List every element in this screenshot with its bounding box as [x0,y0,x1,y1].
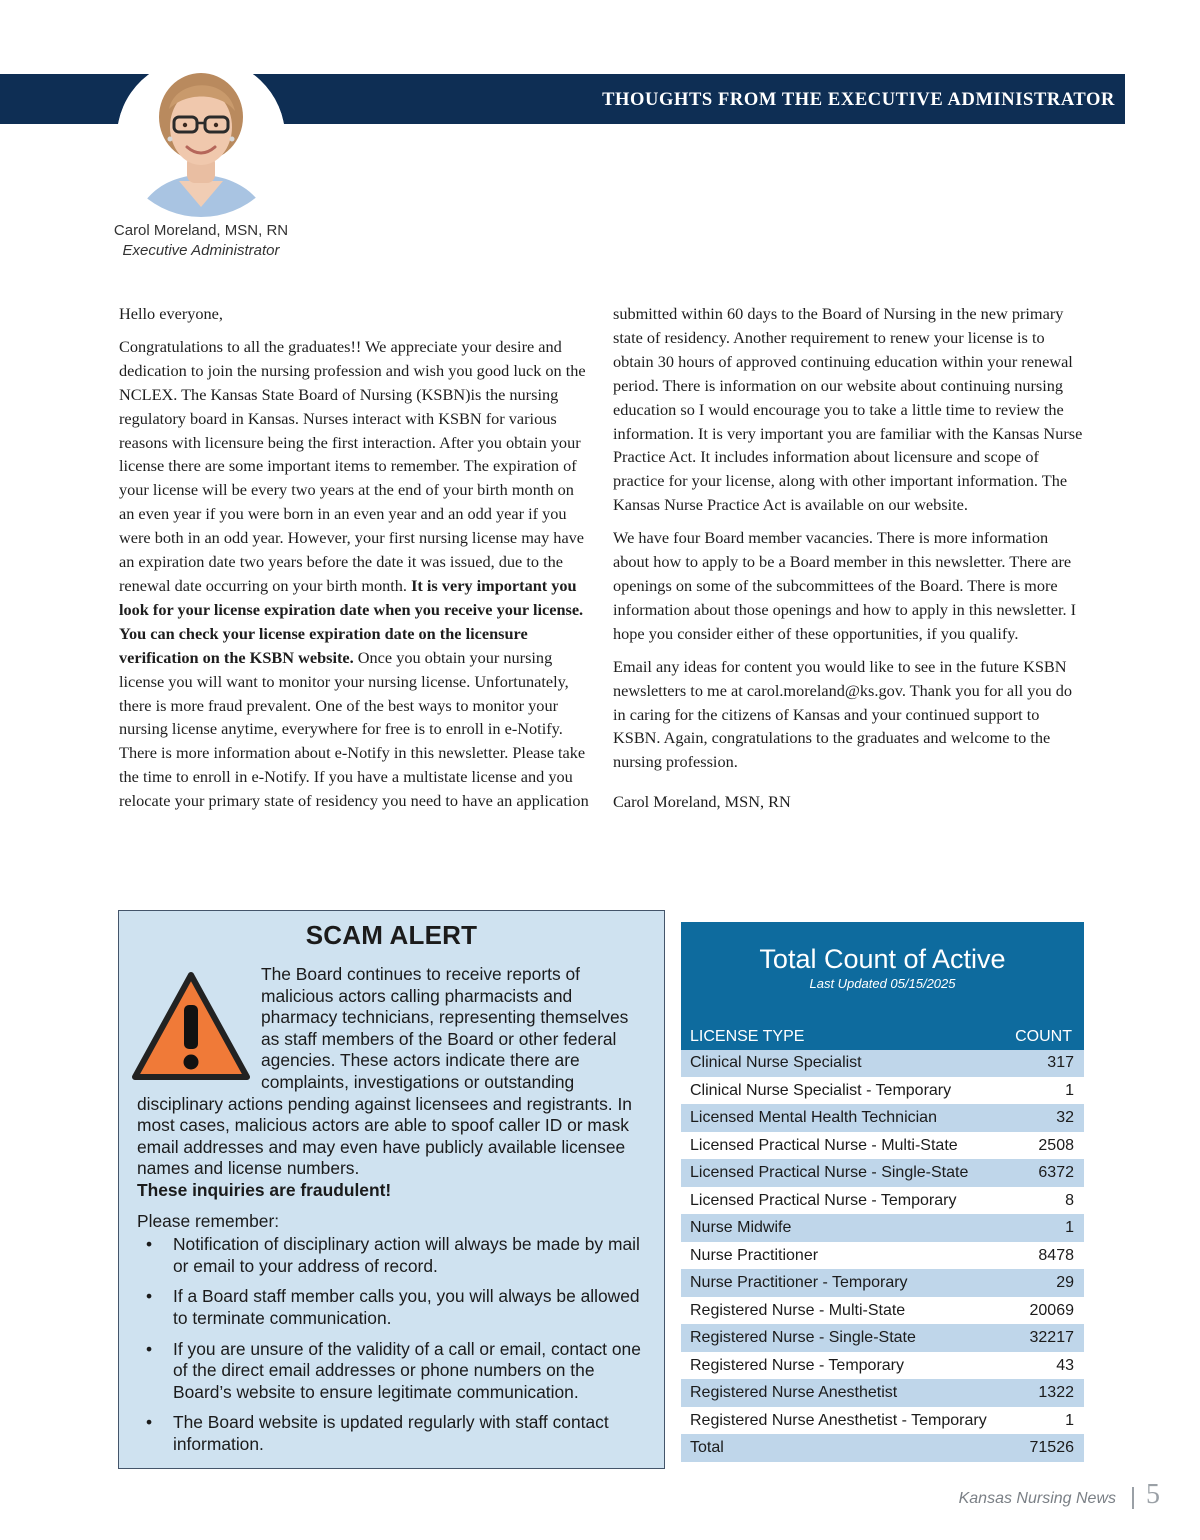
license-type: Clinical Nurse Specialist - Temporary [690,1081,952,1099]
license-count: 29 [1056,1274,1074,1292]
table-row [681,1133,1084,1161]
list-item: • If a Board staff member calls you, you will always be allowed to terminate communication. [137,1286,651,1329]
table-row [681,1050,1084,1078]
table-row [681,1215,1084,1243]
letter-paragraph-1-start: Congratulations to all the graduates!! We appreciate your desire and dedication to join the nursing profession and wish you good luck on the NCLEX. The Kansas State Board of Nursing (KSBN)is the nursing regulatory board in Kansas. Nurses interact with KSBN for various reasons with licensure being the first interaction. After you obtain your license there are some important items to remember. The expiration of your license will be every two years at the end of your birth month on an even year if you were born in an even year and an odd year if you were both in an odd year. However, your first nursing license may have an expiration date two years before the date it was issued, due to the renewal date occurring on your birth month. [119,336,586,595]
author-title: Executive Administrator [122,242,280,259]
active-count-table [681,922,1084,1467]
table-total-row [681,1435,1084,1463]
table-column-headers [690,1028,1072,1046]
author-name: Carol Moreland, MSN, RN [113,222,289,239]
letter-paragraph-1-bold: It is very important you look for your license expiration date when you receive your license. You can check your license expiration date on the licensure verification on the KSBN website. [119,575,584,667]
table-row [681,1270,1084,1298]
license-type: Registered Nurse - Single-State [690,1329,916,1347]
letter-paragraph-4: Email any ideas for content you would like to see in the future KSBN newsletters to me at carol.moreland@ks.gov. Thank you for all you do in caring for the citizens of Kansas and your continued support to KSBN. Again, congratulations to the graduates and welcome to the nursing profession. [613,656,1072,772]
license-count: 20069 [1029,1301,1074,1319]
table-row [681,1353,1084,1381]
table-header [681,922,1084,1050]
scam-alert-box [118,910,665,1469]
license-count: 317 [1047,1054,1074,1072]
scam-alert-text [137,964,651,1464]
table-updated-date: Last Updated 05/15/2025 [809,976,956,991]
license-type: Licensed Mental Health Technician [690,1109,937,1127]
scam-alert-warning-text: These inquiries are fraudulent! [137,1179,392,1200]
scam-alert-remember: Please remember: [137,1210,280,1231]
license-count: 2508 [1038,1136,1074,1154]
letter-paragraph-2: submitted within 60 days to the Board of Nursing in the new primary state of residency. Another requirement to renew your license is to obtain 30 hours of approved continuing education within your renewal period. There is information on our website about continuing nursing education so I would encourage you to take a little time to review the information. It is very important you are familiar with the Kansas Nurse Practice Act. It includes information about licensure and scope of practice for your license, along with other important information. The Kansas Nurse Practice Act is available on our website. [613,304,1083,515]
portrait-image [117,57,285,217]
license-type: Registered Nurse Anesthetist [690,1384,898,1402]
license-count: 1 [1065,1081,1074,1099]
license-count: 1 [1065,1411,1074,1429]
letter-signature: Carol Moreland, MSN, RN [613,792,791,812]
license-count: 32217 [1029,1329,1074,1347]
column-header-type: LICENSE TYPE [690,1028,805,1045]
license-count: 8478 [1038,1246,1074,1264]
table-row [681,1380,1084,1408]
letter-right-column [613,302,1083,823]
letter-left-column [119,302,591,822]
table-row [681,1298,1084,1326]
license-type: Clinical Nurse Specialist [690,1054,862,1072]
license-type: Registered Nurse - Multi-State [690,1301,906,1319]
letter-greeting: Hello everyone, [119,304,223,323]
table-row [681,1243,1084,1271]
letter-paragraph-1 [119,335,591,813]
list-item: • Notification of disciplinary action will always be made by mail or email to your address of record. [137,1234,651,1277]
table-title: Total Count of Active [759,944,1006,974]
license-type: Registered Nurse - Temporary [690,1356,905,1374]
scam-alert-title [119,920,664,950]
list-item: • If you are unsure of the validity of a call or email, contact one of the direct email addresses or phone numbers on the Board’s website to ensure legitimate communication. [137,1339,651,1404]
table-row [681,1408,1084,1436]
license-count: 6372 [1038,1164,1074,1182]
license-count: 1 [1065,1219,1074,1237]
license-type: Nurse Practitioner [690,1246,819,1264]
footer-divider [1132,1487,1134,1509]
scam-alert-title-text: SCAM ALERT [305,920,478,950]
license-count: 32 [1056,1109,1074,1127]
table-row [681,1188,1084,1216]
table-row [681,1160,1084,1188]
license-type: Nurse Midwife [690,1219,792,1237]
author-portrait [117,57,285,217]
letter-paragraph-3: We have four Board member vacancies. There is more information about how to apply to be a Board member in this newsletter. There are openings on some of the subcommittees of the Board. There is more information about those openings and how to apply in this newsletter. I hope you consider either of these opportunities, if you qualify. [613,528,1077,643]
section-title: THOUGHTS FROM THE EXECUTIVE ADMINISTRATOR [602,90,1115,110]
scam-alert-body: The Board continues to receive reports of malicious actors calling pharmacists and pharmacy technicians, representing themselves as staff members of the Board or other federal agencies. These actors indicate there are complaints, investigations or outstanding disciplinary actions pending against licensees and registrants. In most cases, malicious actors are able to spoof caller ID or mask email addresses and may even have publicly available licensee names and license numbers. [137,964,632,1179]
license-count: 1322 [1038,1384,1074,1402]
column-header-count: COUNT [1015,1028,1072,1045]
license-count: 8 [1065,1191,1074,1209]
table-row [681,1105,1084,1133]
scam-alert-warning [137,1180,651,1202]
license-type: Licensed Practical Nurse - Multi-State [690,1136,958,1154]
license-type: Registered Nurse Anesthetist - Temporary [690,1411,987,1429]
publication-name: Kansas Nursing News [958,1490,1116,1507]
license-type: Nurse Practitioner - Temporary [690,1274,908,1292]
license-type: Licensed Practical Nurse - Single-State [690,1164,969,1182]
license-count: 43 [1056,1356,1074,1374]
total-count: 71526 [1029,1439,1074,1457]
table-row [681,1078,1084,1106]
scam-alert-list [137,1234,651,1455]
letter-paragraph-1-end: Once you obtain your nursing license you will want to monitor your nursing license. Unfortunately, there is more fraud prevalent. One of the best ways to monitor your nursing license anytime, everywhere for free is to enroll in e-Notify. There is more information about e-Notify in this newsletter. Please take the time to enroll in e-Notify. If you have a multistate license and you relocate your primary state of residency you need to have an application [119,647,589,811]
license-type: Licensed Practical Nurse - Temporary [690,1191,957,1209]
total-label: Total [690,1439,724,1457]
page-number: 5 [1146,1479,1160,1510]
list-item: • The Board website is updated regularly with staff contact information. [137,1412,651,1455]
table-row [681,1325,1084,1353]
